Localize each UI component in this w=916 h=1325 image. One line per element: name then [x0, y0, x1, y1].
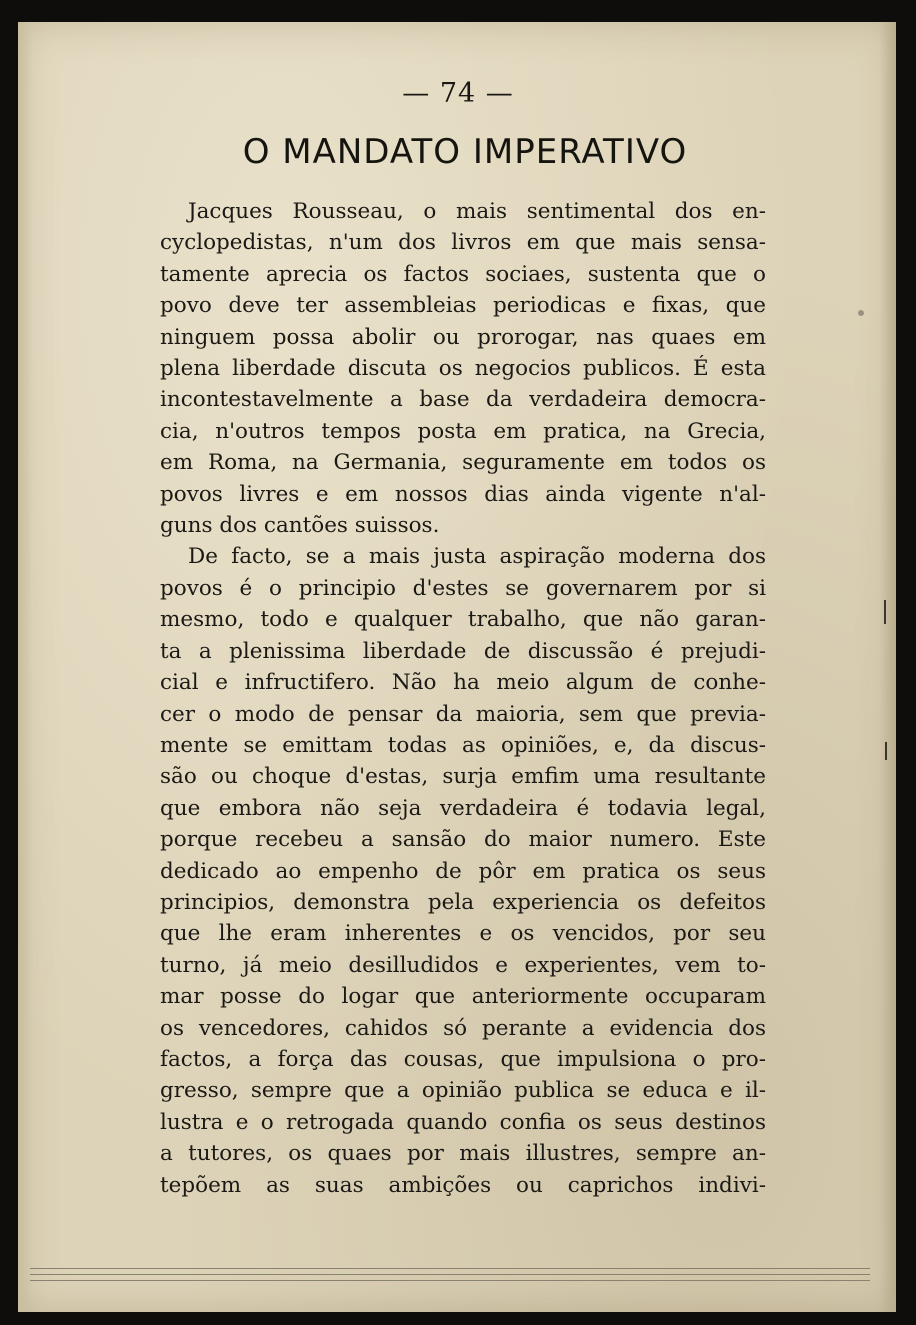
text-line: são ou choque d'estas, surja emfim uma resultante [160, 764, 766, 790]
text-line: cia, n'outros tempos posta em pratica, na Grecia, [160, 418, 766, 444]
text-line: mente se emittam todas as opiniões, e, da discus- [160, 732, 766, 758]
margin-mark [885, 742, 887, 760]
text-line: cyclopedistas, n'um dos livros em que mais sensa- [160, 230, 766, 256]
text-line: em Roma, na Germania, seguramente em todos os [160, 450, 766, 476]
text-line: porque recebeu a sansão do maior numero. Este [160, 827, 766, 853]
text-line: dedicado ao empenho de pôr em pratica os seus [160, 858, 766, 884]
text-line: incontestavelmente a base da verdadeira democra- [160, 387, 766, 413]
text-line: gresso, sempre que a opinião publica se educa e il- [160, 1078, 766, 1104]
text-line: a tutores, os quaes por mais illustres, sempre an- [160, 1141, 766, 1167]
text-line: ta a plenissima liberdade de discussão é prejudi- [160, 638, 766, 664]
text-line: povos é o principio d'estes se governarem por si [160, 575, 766, 601]
page-left-edge [18, 22, 32, 1312]
text-line: os vencedores, cahidos só perante a evidencia dos [160, 1015, 766, 1041]
page-right-edge [880, 22, 896, 1312]
text-line: De facto, se a mais justa aspiração moderna dos [188, 544, 766, 570]
text-line: factos, a força das cousas, que impulsiona o pro- [160, 1046, 766, 1072]
margin-mark [884, 600, 886, 624]
text-line: que lhe eram inherentes e os vencidos, por seu [160, 921, 766, 947]
body-text [160, 196, 766, 1201]
text-line: cial e infructifero. Não ha meio algum de conhe- [160, 670, 766, 696]
paragraph [160, 196, 766, 541]
text-line: Jacques Rousseau, o mais sentimental dos en- [188, 199, 766, 224]
text-line: que embora não seja verdadeira é todavia legal, [160, 795, 766, 821]
text-line: cer o modo de pensar da maioria, sem que previa- [160, 701, 766, 727]
bottom-edge-line [30, 1268, 870, 1269]
text-line: lustra e o retrogada quando confia os seus destinos [160, 1109, 766, 1135]
paper-spot [858, 310, 864, 316]
page-number: — 74 — [402, 78, 514, 109]
bottom-edge-line [30, 1280, 870, 1281]
text-line: turno, já meio desilludidos e experientes, vem to- [160, 952, 766, 978]
text-line: tamente aprecia os factos sociaes, sustenta que o [160, 261, 766, 287]
paragraph [160, 541, 766, 1201]
text-line: tepõem as suas ambições ou caprichos indivi- [160, 1172, 766, 1198]
text-line: guns dos cantões suissos. [160, 513, 440, 539]
text-line: povo deve ter assembleias periodicas e fixas, que [160, 293, 766, 319]
bottom-edge-line [30, 1274, 870, 1275]
text-line: povos livres e em nossos dias ainda vigente n'al- [160, 481, 766, 507]
text-line: principios, demonstra pela experiencia os defeitos [160, 889, 766, 915]
text-line: mesmo, todo e qualquer trabalho, que não garan- [160, 607, 766, 633]
chapter-title: O MANDATO IMPERATIVO [242, 132, 688, 172]
text-line: ninguem possa abolir ou prorogar, nas quaes em [160, 324, 766, 350]
text-line: mar posse do logar que anteriormente occuparam [160, 984, 766, 1010]
text-line: plena liberdade discuta os negocios publicos. É esta [160, 356, 766, 382]
